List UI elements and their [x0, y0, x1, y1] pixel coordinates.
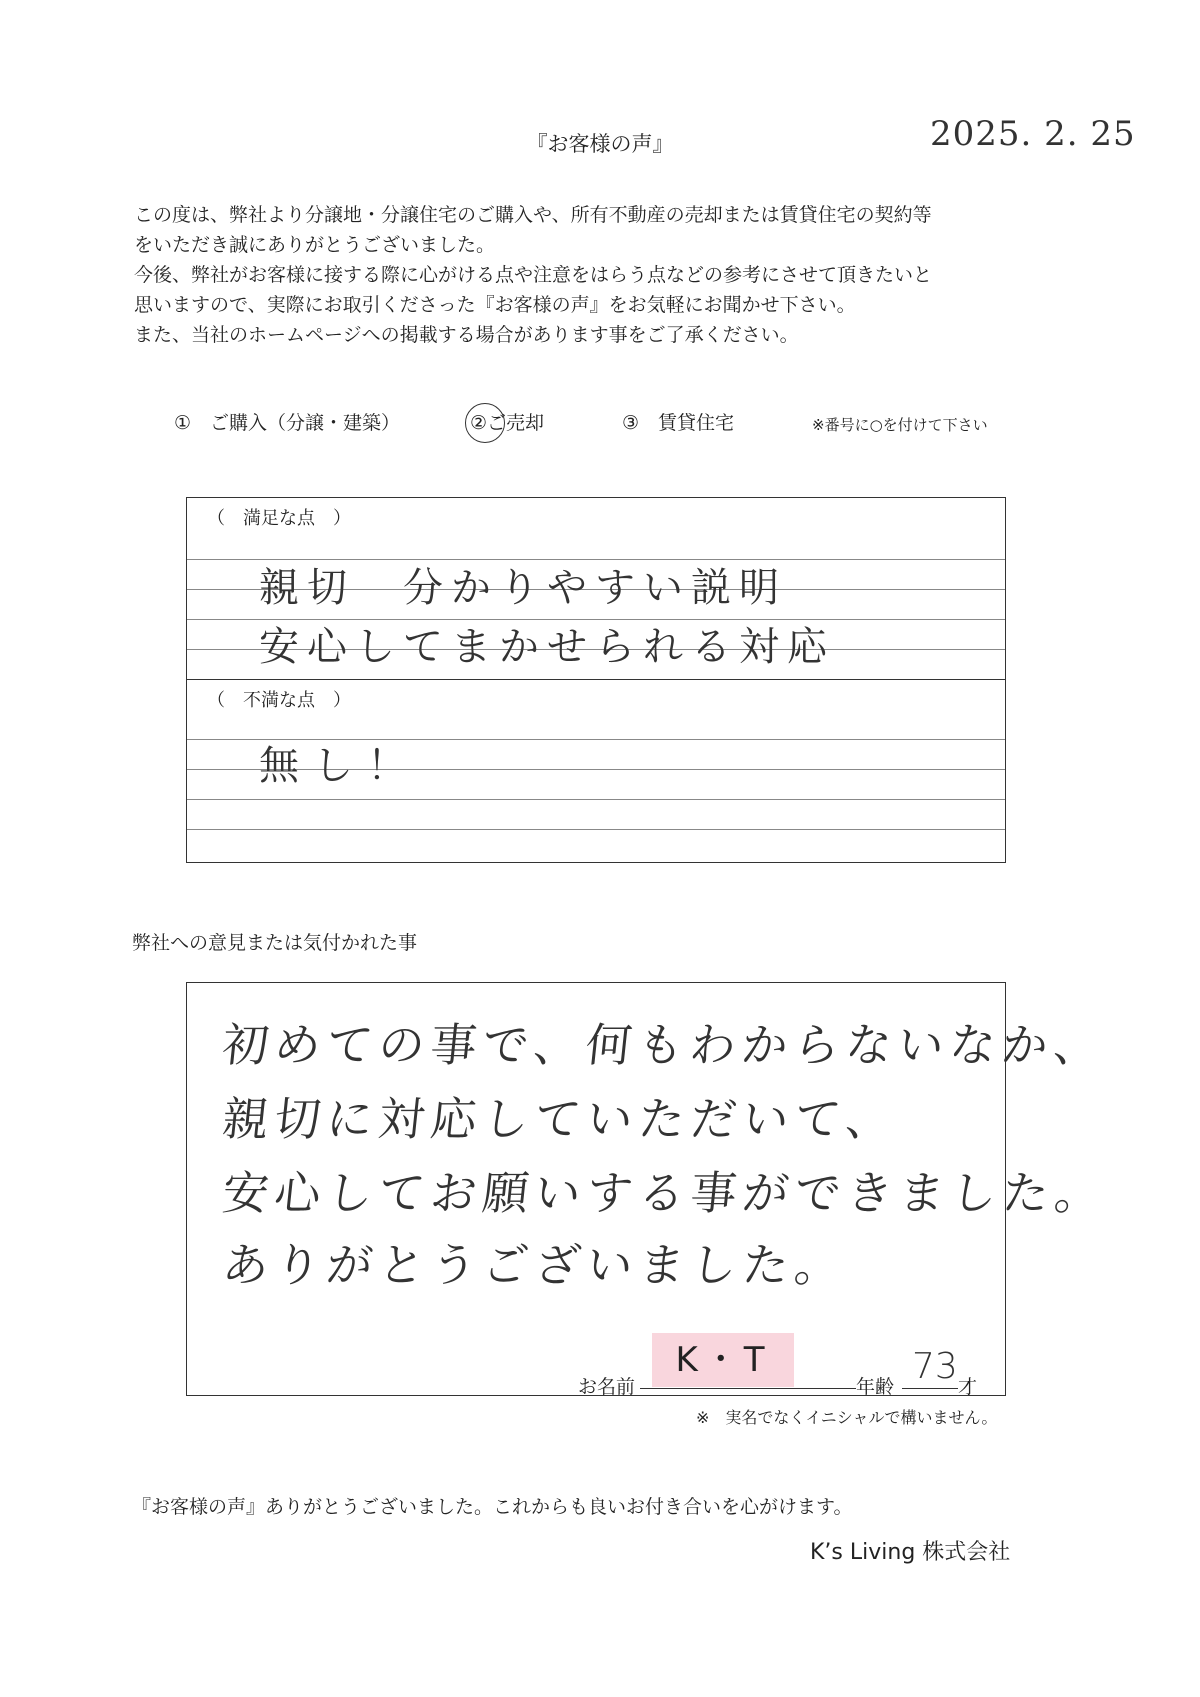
- category-note: ※番号に○を付けて下さい: [812, 416, 988, 434]
- age-underline: [902, 1388, 958, 1389]
- satisfied-label: （ 満足な点 ）: [207, 508, 351, 529]
- opinion-line-2: 親切に対応していただいて、: [219, 1092, 901, 1146]
- age-unit: 才: [958, 1376, 978, 1398]
- ruled-line: [187, 829, 1005, 830]
- ruled-line: [187, 799, 1005, 800]
- page-title: 『お客様の声』: [526, 132, 674, 156]
- dissatisfied-label: （ 不満な点 ）: [207, 690, 351, 711]
- category-sale: ②ご売却: [470, 412, 545, 434]
- name-value-highlight: K・T: [652, 1333, 794, 1387]
- category-purchase: ① ご購入（分譲・建築）: [174, 412, 401, 434]
- intro-line: 思いますので、実際にお取引くださった『お客様の声』をお気軽にお聞かせ下さい。: [134, 294, 856, 316]
- intro-text: [134, 200, 1054, 350]
- date-handwritten: 2025. 2. 25: [930, 114, 1136, 154]
- name-underline: [640, 1388, 856, 1389]
- intro-line: をいただき誠にありがとうございました。: [134, 234, 496, 256]
- intro-line: 今後、弊社がお客様に接する際に心がける点や注意をはらう点などの参考にさせて頂きたいと: [134, 264, 933, 286]
- dissatisfied-line-1: 無し！: [259, 743, 421, 789]
- age-value: 73: [912, 1346, 958, 1387]
- category-rental: ③ 賃貸住宅: [622, 412, 735, 434]
- name-label: お名前: [578, 1376, 636, 1398]
- intro-line: この度は、弊社より分譲地・分譲住宅のご購入や、所有不動産の売却または賃貸住宅の契約等: [134, 204, 932, 226]
- initials-note: ※ 実名でなくイニシャルで構いません。: [696, 1408, 998, 1427]
- opinion-line-4: ありがとうございました。: [219, 1238, 850, 1292]
- satisfied-line-1: 親切 分かりやすい説明: [259, 565, 787, 611]
- satisfied-line-2: 安心してまかせられる対応: [259, 624, 835, 670]
- intro-line: また、当社のホームページへの掲載する場合があります事をご了承ください。: [134, 324, 799, 346]
- opinion-box: [186, 982, 1110, 1396]
- opinion-line-3: 安心してお願いする事ができました。: [219, 1166, 1110, 1220]
- opinion-line-1: 初めての事で、何もわからないなか、: [219, 1018, 1109, 1072]
- opinion-label: 弊社への意見または気付かれた事: [132, 932, 418, 954]
- feedback-box: [186, 497, 1006, 863]
- age-label: 年齢: [856, 1376, 895, 1398]
- closing-text: 『お客様の声』ありがとうございました。これからも良いお付き合いを心がけます。: [132, 1496, 853, 1518]
- company-name: K’s Living 株式会社: [810, 1540, 1011, 1565]
- section-divider: [187, 679, 1005, 680]
